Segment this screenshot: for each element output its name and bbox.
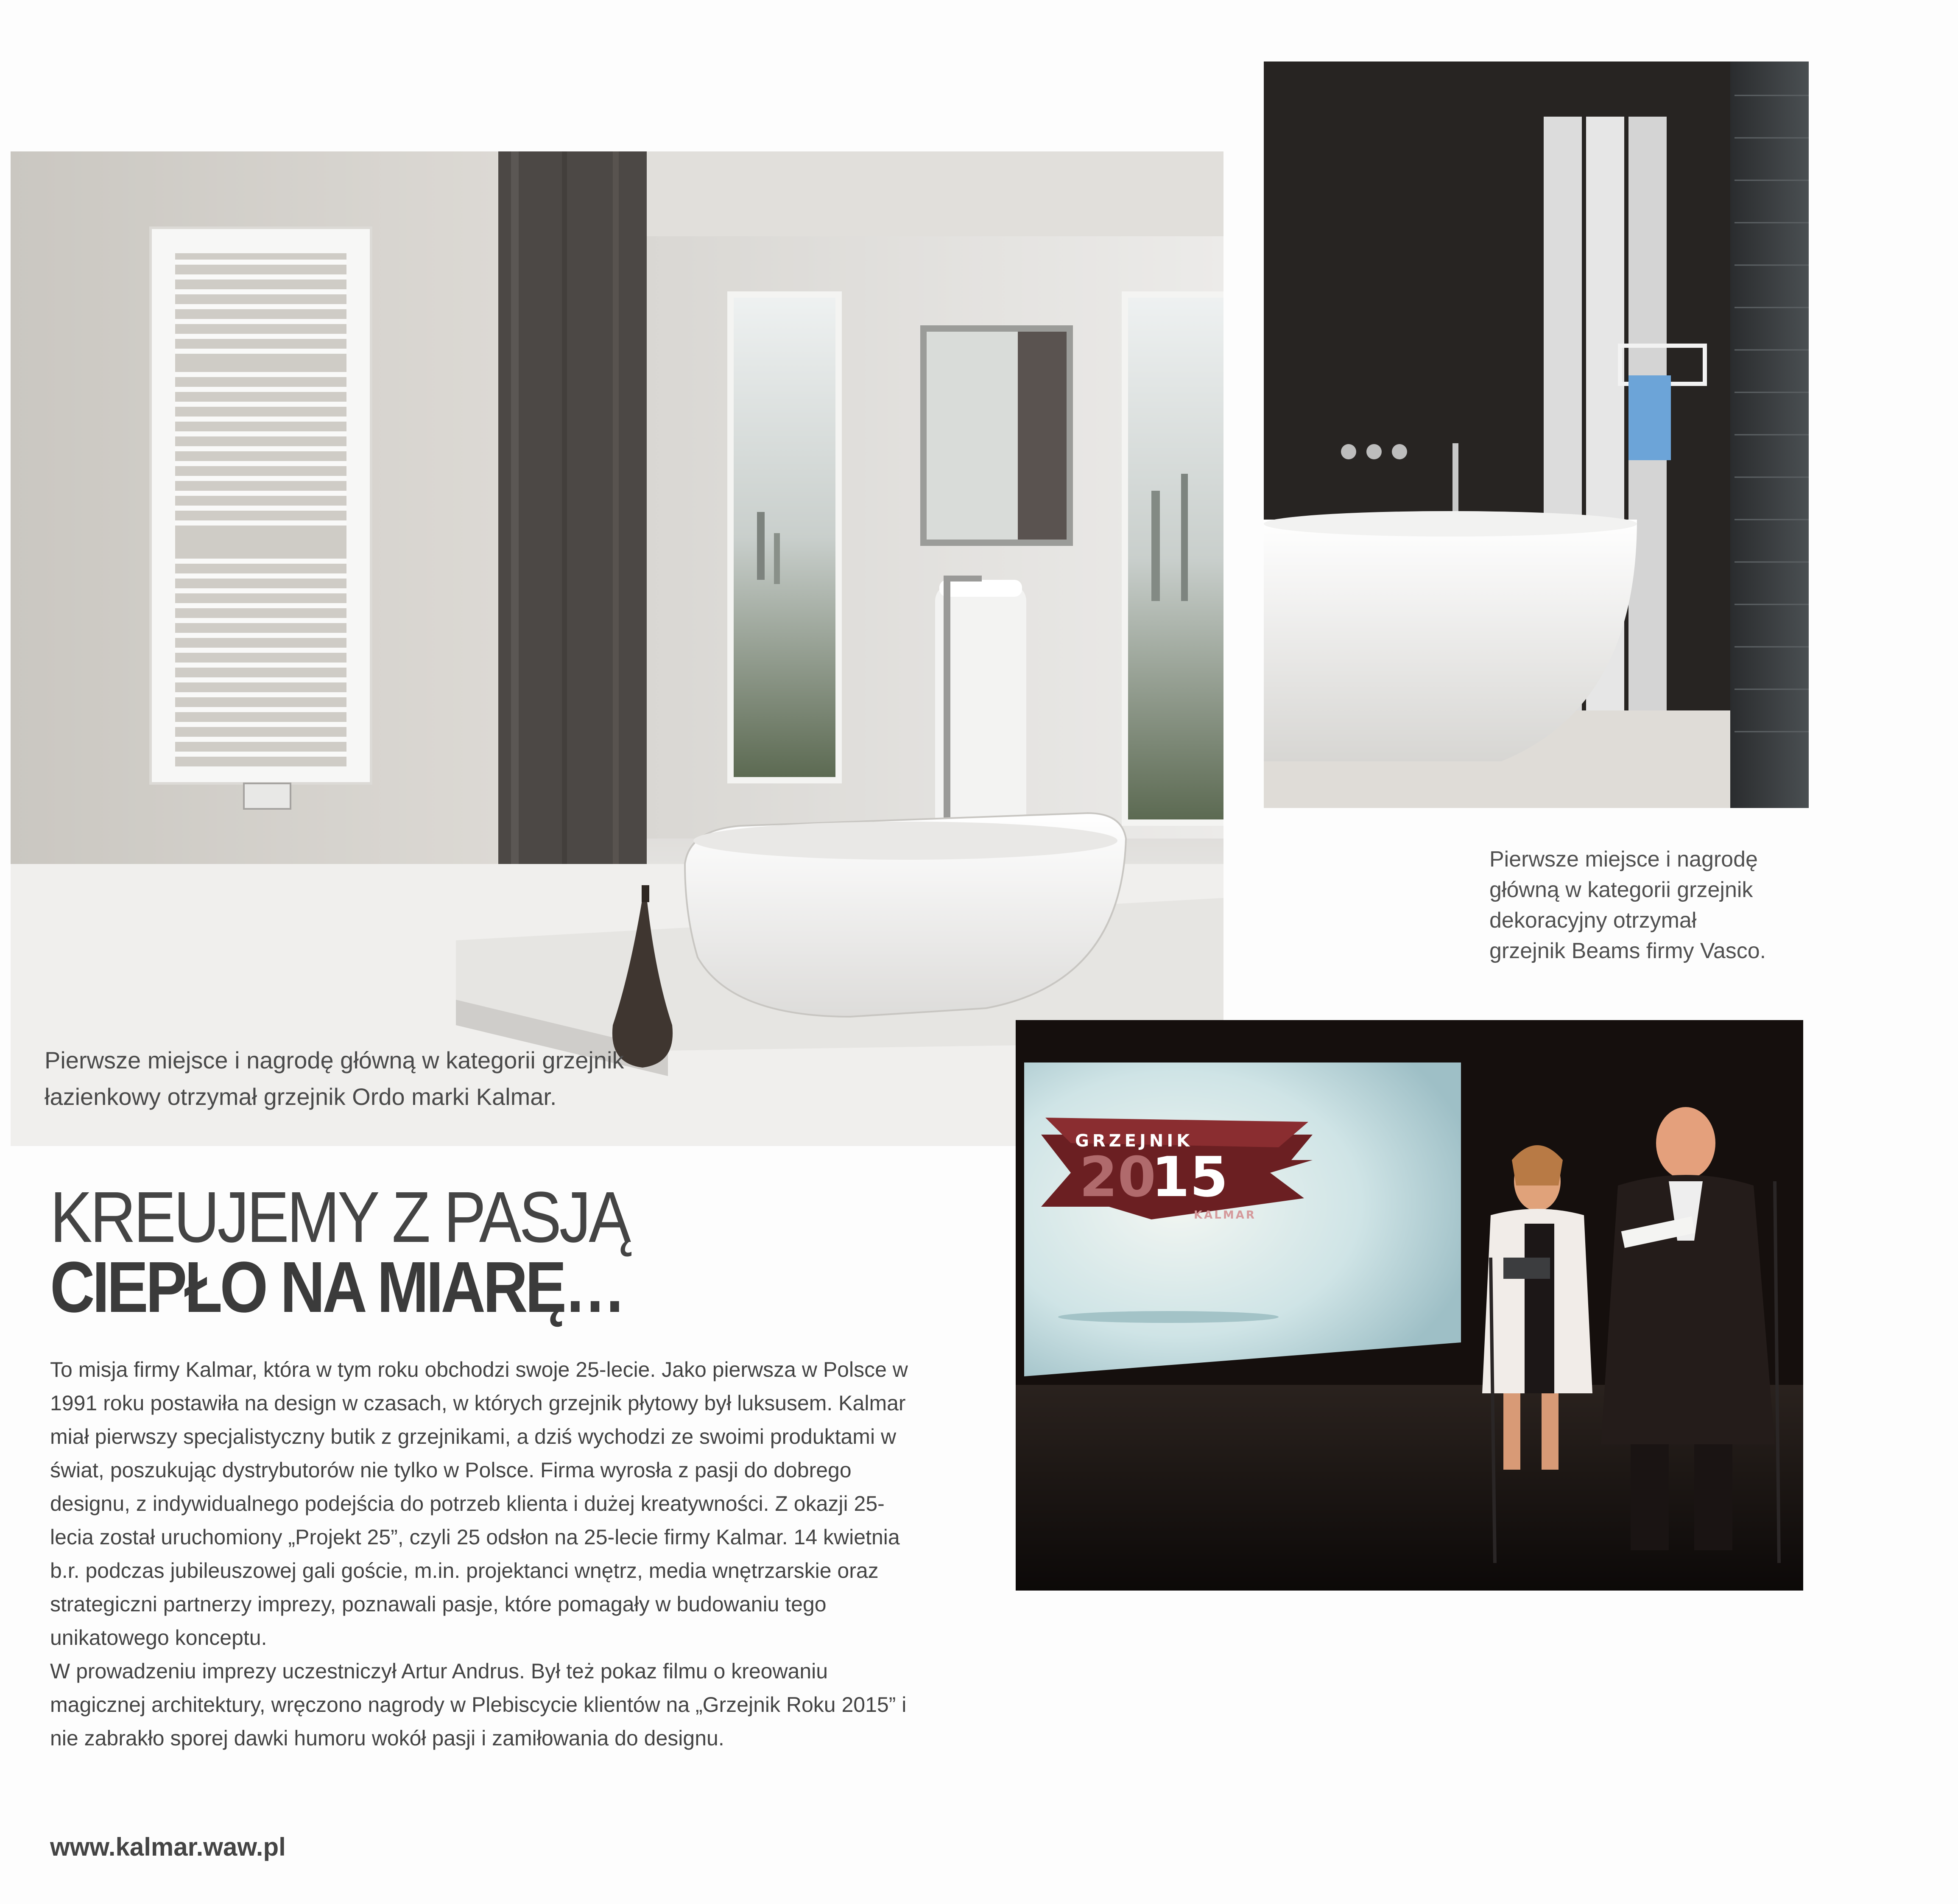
article-paragraph-1: To misja firmy Kalmar, która w tym roku obchodzi swoje 25-lecie. Jako pierwsza w Polsce w 1991 roku postawiła na design w czasach, w których grzejnik płytowy był luksusem. Kalmar miał pierwszy specjalistyczny butik z grzejnikami, a dziś wychodzi ze swoimi produktami w świat, poszukując dystrybutorów nie tylko w Polsce. Firma wyrosła z pasji do dobrego designu, z indywidualnego podejścia do potrzeb klienta i dużej kreatywności. Z okazji 25-lecia został uruchomiony „Projekt 25”, czyli 25 odsłon na 25-lecie firmy Kalmar. 14 kwietnia b.r. podczas jubileuszowej gali goście, m.in. projektanci wnętrz, media wnętrzarskie oraz strategiczni partnerzy imprezy, poznawali pasje, które pomagały w budowaniu tego unikatowego konceptu. bbox=[50, 1358, 908, 1650]
headline-line1: KREUJEMY Z PASJĄ bbox=[50, 1177, 629, 1258]
caption-beams-line2: główną w kategorii grzejnik bbox=[1489, 878, 1753, 902]
website-link[interactable]: www.kalmar.waw.pl bbox=[50, 1833, 286, 1861]
photo-bathroom-ordo bbox=[11, 151, 1223, 1146]
article-paragraph-2: W prowadzeniu imprezy uczestniczył Artur Andrus. Był też pokaz filmu o kreowaniu magicznej architektury, wręczono nagrody w Plebiscycie klientów na „Grzejnik Roku 2015” i nie zabrakło sporej dawki humoru wokół pasji i zamiłowania do designu. bbox=[50, 1659, 907, 1750]
bathroom-beams-illustration bbox=[1264, 62, 1809, 808]
headline-line2: CIEPŁO NA MIARĘ… bbox=[50, 1247, 624, 1328]
badge-year-suffix: 15 bbox=[1151, 1145, 1228, 1209]
photo-gala bbox=[1016, 1020, 1803, 1591]
gala-illustration bbox=[1016, 1020, 1803, 1591]
badge-year-prefix: 20 bbox=[1079, 1145, 1156, 1209]
photo-bathroom-beams bbox=[1264, 62, 1809, 808]
caption-ordo-line2: łazienkowy otrzymał grzejnik Ordo marki Kalmar. bbox=[45, 1083, 557, 1110]
caption-beams-line4: grzejnik Beams firmy Vasco. bbox=[1489, 939, 1766, 963]
caption-ordo bbox=[45, 1042, 624, 1115]
badge-top-word: GRZEJNIK bbox=[1075, 1131, 1193, 1151]
bathroom-ordo-illustration bbox=[11, 151, 1223, 1146]
badge-bottom-word: KALMAR bbox=[1194, 1209, 1256, 1222]
caption-beams-line1: Pierwsze miejsce i nagrodę bbox=[1489, 847, 1758, 872]
caption-ordo-line1: Pierwsze miejsce i nagrodę główną w kategorii grzejnik bbox=[45, 1047, 624, 1074]
caption-beams bbox=[1489, 844, 1812, 966]
caption-beams-line3: dekoracyjny otrzymał bbox=[1489, 908, 1697, 933]
article-body bbox=[50, 1353, 911, 1755]
